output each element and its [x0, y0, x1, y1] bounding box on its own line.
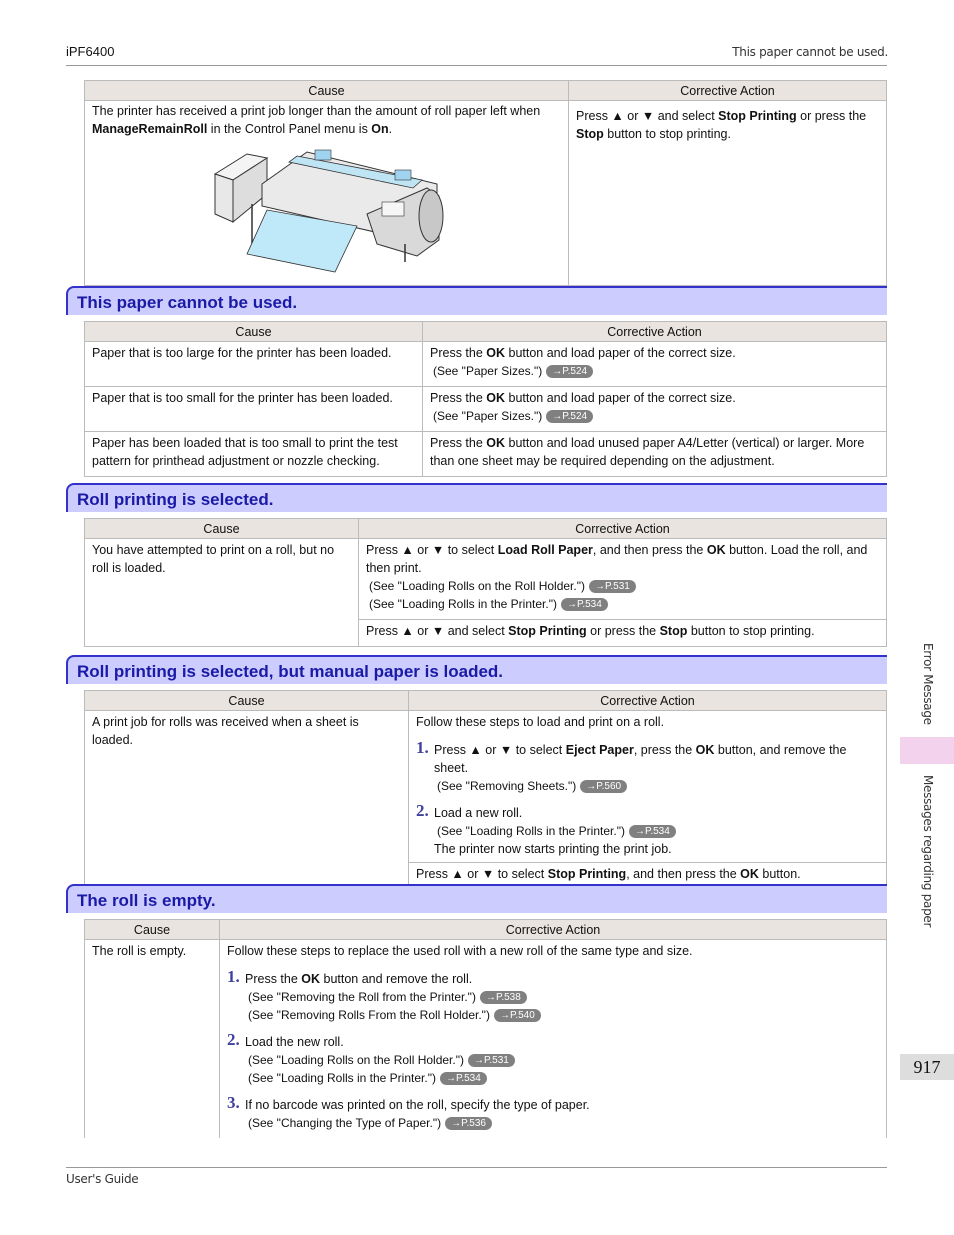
table-row: Press ▲ or ▼ to select Stop Printing, and then press the OK button. [85, 863, 887, 890]
column-action: Corrective Action [569, 81, 887, 101]
page-link[interactable]: →P.534 [561, 598, 608, 611]
page-link[interactable]: →P.538 [480, 991, 527, 1004]
table-roll-printing-selected [84, 518, 887, 647]
page-link[interactable]: →P.540 [494, 1009, 541, 1022]
column-action: Corrective Action [220, 920, 887, 940]
table-row: The roll is empty. Follow these steps to replace the used roll with a new roll of the same type and size. 1. Press the OK button and remove the roll. (See "Removing the Roll from the Printer.") →P.538 (See "Removing Rolls From the Roll Holder.") →P.540 2. Load the new roll. (See "Loading Rolls on the Roll Holder.") →P.531 (See "Loading Rolls in the Printer.") →P.534 3. If no barcode was printed on the roll, specify the type of paper. (See "Changing the Type of Paper.") →P.536 [85, 940, 887, 1139]
table-row: Paper that is too small for the printer has been loaded. Press the OK button and load paper of the correct size. (See "Paper Sizes.") →P.524 [85, 387, 887, 432]
column-cause: Cause [85, 691, 409, 711]
cause-cell: The printer has received a print job longer than the amount of roll paper left when ManageRemainRoll in the Control Panel menu is On. [85, 101, 569, 286]
action-cell: Press ▲ or ▼ and select Stop Printing or press the Stop button to stop printing. [569, 101, 887, 286]
column-action: Corrective Action [423, 322, 887, 342]
column-cause: Cause [85, 920, 220, 940]
table-row: You have attempted to print on a roll, but no roll is loaded. Press ▲ or ▼ to select Load Roll Paper, and then press the OK button. Load the roll, and then print. (See "Loading Rolls on the Roll Holder.") →P.531 (See "Loading Rolls in the Printer.") →P.534 [85, 539, 887, 620]
column-cause: Cause [85, 322, 423, 342]
section-heading-roll-printing-selected: Roll printing is selected. [66, 483, 887, 512]
page-link[interactable]: →P.534 [629, 825, 676, 838]
header-topic: This paper cannot be used. [732, 45, 888, 59]
page-link[interactable]: →P.531 [468, 1054, 515, 1067]
section-heading-manual-paper-loaded: Roll printing is selected, but manual paper is loaded. [66, 655, 887, 684]
table-roll-empty [84, 919, 887, 1138]
table-row: Paper that is too large for the printer has been loaded. Press the OK button and load paper of the correct size. (See "Paper Sizes.") →P.524 [85, 342, 887, 387]
page-link[interactable]: →P.560 [580, 780, 627, 793]
column-action: Corrective Action [409, 691, 887, 711]
footer-divider [66, 1167, 887, 1168]
header-divider [66, 65, 887, 66]
page-number: 917 [900, 1054, 954, 1080]
column-cause: Cause [85, 519, 359, 539]
page-link[interactable]: →P.524 [546, 410, 593, 423]
section-heading-roll-empty: The roll is empty. [66, 884, 887, 913]
header-model: iPF6400 [66, 44, 115, 59]
page-link[interactable]: →P.531 [589, 580, 636, 593]
column-action: Corrective Action [359, 519, 887, 539]
page-link[interactable]: →P.536 [445, 1117, 492, 1130]
column-cause: Cause [85, 81, 569, 101]
table-roll-short [84, 80, 887, 286]
table-row: Paper has been loaded that is too small to print the test pattern for printhead adjustment or nozzle checking. Press the OK button and load unused paper A4/Letter (vertical) or larger. More than one sheet may be required depending on the adjustment. [85, 432, 887, 477]
side-tab-marker [900, 737, 954, 764]
side-label-messages-paper: Messages regarding paper [921, 775, 935, 928]
table-row: Press ▲ or ▼ and select Stop Printing or press the Stop button to stop printing. [85, 620, 887, 647]
footer-guide: User's Guide [66, 1172, 139, 1186]
page-link[interactable]: →P.524 [546, 365, 593, 378]
table-manual-paper-loaded [84, 690, 887, 890]
side-label-error-message: Error Message [921, 643, 935, 725]
table-row: A print job for rolls was received when a sheet is loaded. Follow these steps to load and print on a roll. 1. Press ▲ or ▼ to select Eject Paper, press the OK button, and remove the sheet. (See "Removing Sheets.") →P.560 2. Load a new roll. (See "Loading Rolls in the Printer.") →P.534 The printer now starts printing the print job. [85, 711, 887, 863]
printer-illustration [207, 144, 561, 279]
table-paper-cannot-be-used [84, 321, 887, 477]
page-link[interactable]: →P.534 [440, 1072, 487, 1085]
section-heading-paper-cannot-be-used: This paper cannot be used. [66, 286, 887, 315]
